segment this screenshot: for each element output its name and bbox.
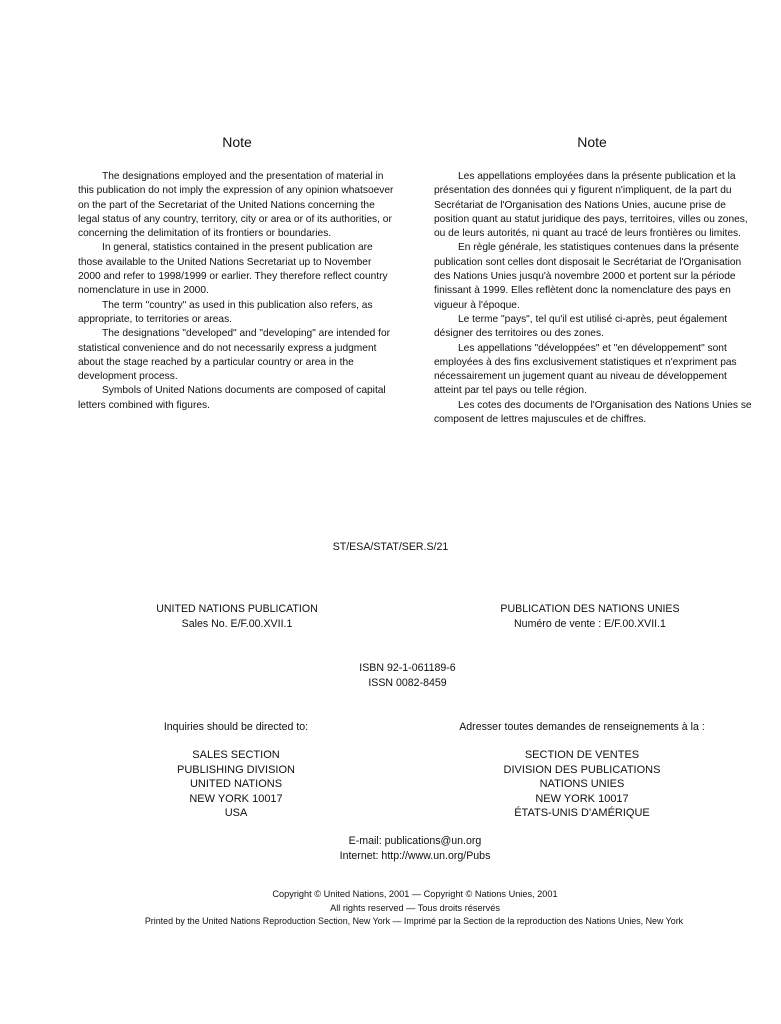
note-fr-paragraph-4: Les appellations "développées" et "en développement" sont employées à des fins exclusivement statistiques et n'expriment pas nécessairement un jugement quant au niveau de développement atteint par tel pays ou telle région. xyxy=(434,342,737,397)
note-en-paragraph-3: The term "country" as used in this publication also refers, as appropriate, to territories or areas. xyxy=(78,299,373,325)
address-fr-line: ÉTATS-UNIS D'AMÉRIQUE xyxy=(514,807,650,819)
address-en-line: SALES SECTION xyxy=(192,749,280,761)
note-title-en: Note xyxy=(222,134,252,150)
document-symbol: ST/ESA/STAT/SER.S/21 xyxy=(332,541,449,553)
note-fr-paragraph-5: Les cotes des documents de l'Organisation des Nations Unies se composent de lettres majuscules et de chiffres. xyxy=(434,399,752,426)
note-body-fr xyxy=(434,170,752,427)
note-fr-paragraph-3: Le terme "pays", tel qu'il est utilisé ci-après, peut également désigner des territoires ou des zones. xyxy=(434,313,728,340)
address-en-line: PUBLISHING DIVISION xyxy=(177,763,295,776)
copyright-line: Copyright © United Nations, 2001 — Copyright © Nations Unies, 2001 xyxy=(272,889,558,899)
address-en-line: NEW YORK 10017 xyxy=(189,792,283,805)
inquiries-label-fr: Adresser toutes demandes de renseignements à la : xyxy=(459,721,705,733)
contact-email[interactable]: E-mail: publications@un.org xyxy=(348,835,482,847)
note-body-en xyxy=(78,170,396,413)
address-en-line: UNITED NATIONS xyxy=(189,778,283,790)
issn: ISSN 0082-8459 xyxy=(368,676,447,689)
isbn-issn xyxy=(0,661,781,690)
publication-en xyxy=(120,602,354,631)
address-en xyxy=(136,748,336,821)
address-fr-line: NATIONS UNIES xyxy=(539,778,625,790)
address-fr-line: NEW YORK 10017 xyxy=(535,792,629,805)
contact-info xyxy=(0,834,781,863)
note-en-paragraph-4: The designations "developed" and "developing" are intended for statistical convenience and do not necessarily express a judgment about the stage reached by a particular country or area in the development process. xyxy=(78,328,391,383)
address-fr-line: DIVISION DES PUBLICATIONS xyxy=(503,763,661,776)
note-en-paragraph-5: Symbols of United Nations documents are composed of capital letters combined with figures. xyxy=(78,385,386,411)
address-fr-line: SECTION DE VENTES xyxy=(524,749,640,761)
publication-en-sales: Sales No. E/F.00.XVII.1 xyxy=(181,617,293,630)
publication-en-name: UNITED NATIONS PUBLICATION xyxy=(156,603,318,615)
note-fr-paragraph-1: Les appellations employées dans la présente publication et la présentation des données qui y figurent n'impliquent, de la part du Secrétariat de l'Organisation des Nations Unies, aucune prise de position quant au statut juridique des pays, territoires, villes ou zones, ou de leurs autorités, ni quant au tracé de leurs frontières ou limites. xyxy=(434,171,748,240)
printed-line: Printed by the United Nations Reproduction Section, New York — Imprimé par la Section de la reproduction des Nations Unies, New York xyxy=(144,916,684,926)
contact-internet[interactable]: Internet: http://www.un.org/Pubs xyxy=(339,849,491,862)
note-title-fr: Note xyxy=(577,134,607,150)
inquiries-label-en: Inquiries should be directed to: xyxy=(163,721,309,733)
address-fr xyxy=(462,748,702,821)
isbn: ISBN 92-1-061189-6 xyxy=(359,662,456,674)
publication-fr-sales: Numéro de vente : E/F.00.XVII.1 xyxy=(514,617,666,630)
note-en-paragraph-2: In general, statistics contained in the present publication are those available to the United Nations Secretariat up to November 2000 and refer to 1998/1999 or earlier. They therefore reflect country nomenclature in use in 2000. xyxy=(78,242,388,297)
rights-line: All rights reserved — Tous droits réservés xyxy=(330,903,500,913)
note-en-paragraph-1: The designations employed and the presentation of material in this publication do not imply the expression of any opinion whatsoever on the part of the Secretariat of the United Nations concerning the legal status of any country, territory, city or area or of its authorities, or concerning the delimitation of its frontiers or boundaries. xyxy=(78,171,394,240)
publication-fr xyxy=(470,602,710,631)
publication-fr-name: PUBLICATION DES NATIONS UNIES xyxy=(500,603,680,615)
address-en-line: USA xyxy=(224,807,248,819)
note-fr-paragraph-2: En règle générale, les statistiques contenues dans la présente publication sont celles dont disposait le Secrétariat de l'Organisation des Nations Unies jusqu'à novembre 2000 et portent sur la période finissant à 1999. Elles reflètent donc la nomenclature des pays en vigueur à l'époque. xyxy=(434,242,742,311)
